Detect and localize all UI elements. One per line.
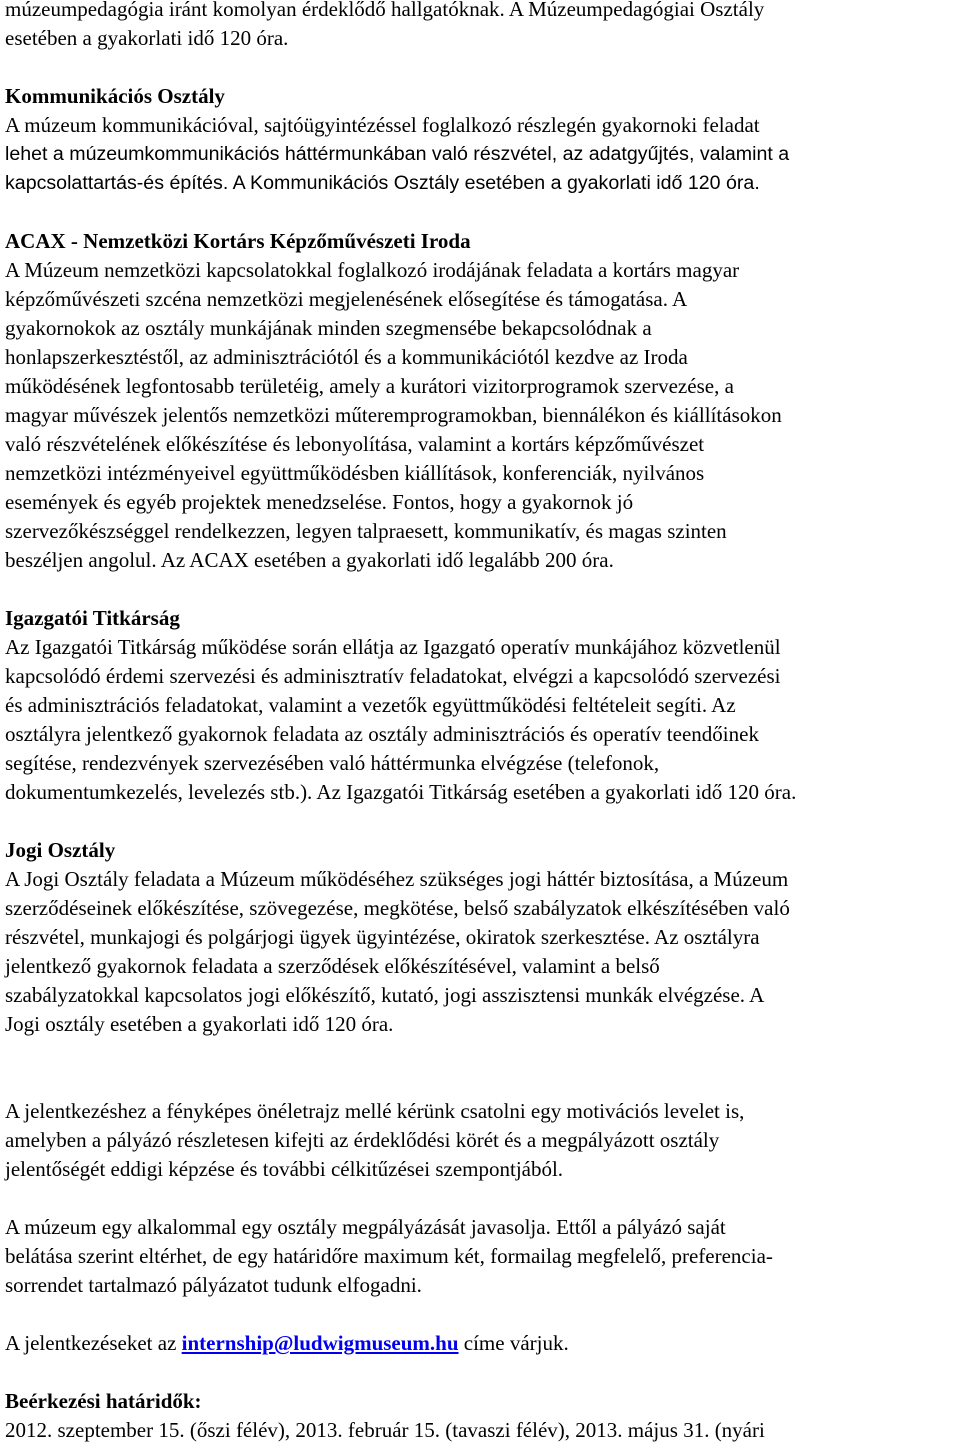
text-line: kapcsolattartás-és építés. A Kommunikációs Osztály esetében a gyakorlati idő 120 óra. <box>5 172 760 194</box>
document-page <box>5 0 960 1445</box>
text-line: szervezőkészséggel rendelkezzen, legyen talpraesett, kommunikatív, és magas szinten <box>5 519 727 543</box>
text-line: szabályzatokkal kapcsolatos jogi előkészítő, kutató, jogi asszisztensi munkák elvégzése. A <box>5 983 765 1007</box>
text-line: magyar művészek jelentős nemzetközi műteremprogramokban, biennálékon és kiállításokon <box>5 403 782 427</box>
text-line: esetében a gyakorlati idő 120 óra. <box>5 26 289 50</box>
text-line: való részvételének előkészítése és lebonyolítása, valamint a kortárs képzőművészet <box>5 432 705 456</box>
section-acax <box>5 227 960 575</box>
section-kommunikacios <box>5 82 960 198</box>
email-link[interactable]: internship@ludwigmuseum.hu <box>181 1331 459 1355</box>
text-line: lehet a múzeumkommunikációs háttérmunkában való részvétel, az adatgyűjtés, valamint a <box>5 143 790 165</box>
text-line: jelentőségét eddigi képzése és további célkitűzései szempontjából. <box>5 1157 564 1181</box>
section-heading: Beérkezési határidők: <box>5 1389 202 1413</box>
text-line: működésének legfontosabb területéig, amely a kurátori vizitorprogramok szervezése, a <box>5 374 734 398</box>
text-line: és adminisztrációs feladatokat, valamint a vezetők együttműködési feltételeit segíti. Az <box>5 693 736 717</box>
text-line: sorrendet tartalmazó pályázatot tudunk elfogadni. <box>5 1273 422 1297</box>
text-line: belátása szerint eltérhet, de egy határidőre maximum két, formailag megfelelő, preferencia- <box>5 1244 773 1268</box>
section-jogi <box>5 836 960 1039</box>
text-line: A múzeum kommunikációval, sajtóügyintézéssel foglalkozó részlegén gyakornoki feladat <box>5 113 760 137</box>
contact-paragraph <box>5 1329 960 1358</box>
text-line: honlapszerkesztéstől, az adminisztrációtól és a kommunikációtól kezdve az Iroda <box>5 345 688 369</box>
text-line: A Jogi Osztály feladata a Múzeum működéséhez szükséges jogi háttér biztosítása, a Múzeum <box>5 867 789 891</box>
application-paragraph <box>5 1097 960 1184</box>
text-line: segítése, rendezvények szervezésében való háttérmunka elvégzése (telefonok, <box>5 751 660 775</box>
recommendation-paragraph <box>5 1213 960 1300</box>
text-line: gyakornokok az osztály munkájának minden szegmensébe bekapcsolódnak a <box>5 316 652 340</box>
intro-paragraph <box>5 0 960 53</box>
text-line: A Múzeum nemzetközi kapcsolatokkal foglalkozó irodájának feladata a kortárs magyar <box>5 258 740 282</box>
text-line: múzeumpedagógia iránt komolyan érdeklődő hallgatóknak. A Múzeumpedagógiai Osztály <box>5 0 765 21</box>
text-line: szerződéseinek előkészítése, szövegezése, megkötése, belső szabályzatok elkészítésében való <box>5 896 790 920</box>
section-deadlines <box>5 1387 960 1445</box>
section-titkarsag <box>5 604 960 807</box>
section-heading: Jogi Osztály <box>5 838 116 862</box>
text-line: amelyben a pályázó részletesen kifejti az érdeklődési körét és a megpályázott osztály <box>5 1128 720 1152</box>
text-line: osztályra jelentkező gyakornok feladata az osztály adminisztrációs és operatív teendőinek <box>5 722 759 746</box>
text-line: beszéljen angolul. Az ACAX esetében a gyakorlati idő legalább 200 óra. <box>5 548 614 572</box>
contact-line <box>5 1329 960 1358</box>
text-line: Az Igazgatói Titkárság működése során ellátja az Igazgató operatív munkájához közvetlenül <box>5 635 781 659</box>
contact-text-after: címe várjuk. <box>458 1331 569 1355</box>
text-line: események és egyéb projektek menedzselése. Fontos, hogy a gyakornok jó <box>5 490 634 514</box>
text-line: A múzeum egy alkalommal egy osztály megpályázását javasolja. Ettől a pályázó saját <box>5 1215 726 1239</box>
text-line: A jelentkezéshez a fényképes önéletrajz mellé kérünk csatolni egy motivációs levelet is, <box>5 1099 745 1123</box>
section-heading: Igazgatói Titkárság <box>5 606 180 630</box>
section-heading: ACAX - Nemzetközi Kortárs Képzőművészeti Iroda <box>5 229 471 253</box>
text-line: kapcsolódó érdemi szervezési és adminisztratív feladatokat, elvégzi a kapcsolódó szervezési <box>5 664 781 688</box>
section-heading: Kommunikációs Osztály <box>5 84 225 108</box>
text-line: Jogi osztály esetében a gyakorlati idő 120 óra. <box>5 1012 394 1036</box>
deadline-line: 2012. szeptember 15. (őszi félév), 2013. február 15. (tavaszi félév), 2013. május 31. (nyári <box>5 1418 765 1442</box>
text-line: képzőművészeti szcéna nemzetközi megjelenésének elősegítése és támogatása. A <box>5 287 688 311</box>
text-line: jelentkező gyakornok feladata a szerződések előkészítésével, valamint a belső <box>5 954 660 978</box>
text-line: részvétel, munkajogi és polgárjogi ügyek ügyintézése, okiratok szerkesztése. Az osztályra <box>5 925 760 949</box>
text-line: dokumentumkezelés, levelezés stb.). Az Igazgatói Titkárság esetében a gyakorlati idő 120 óra. <box>5 780 797 804</box>
text-line: nemzetközi intézményeivel együttműködésben kiállítások, konferenciák, nyilvános <box>5 461 705 485</box>
contact-text-before: A jelentkezéseket az <box>5 1331 182 1355</box>
